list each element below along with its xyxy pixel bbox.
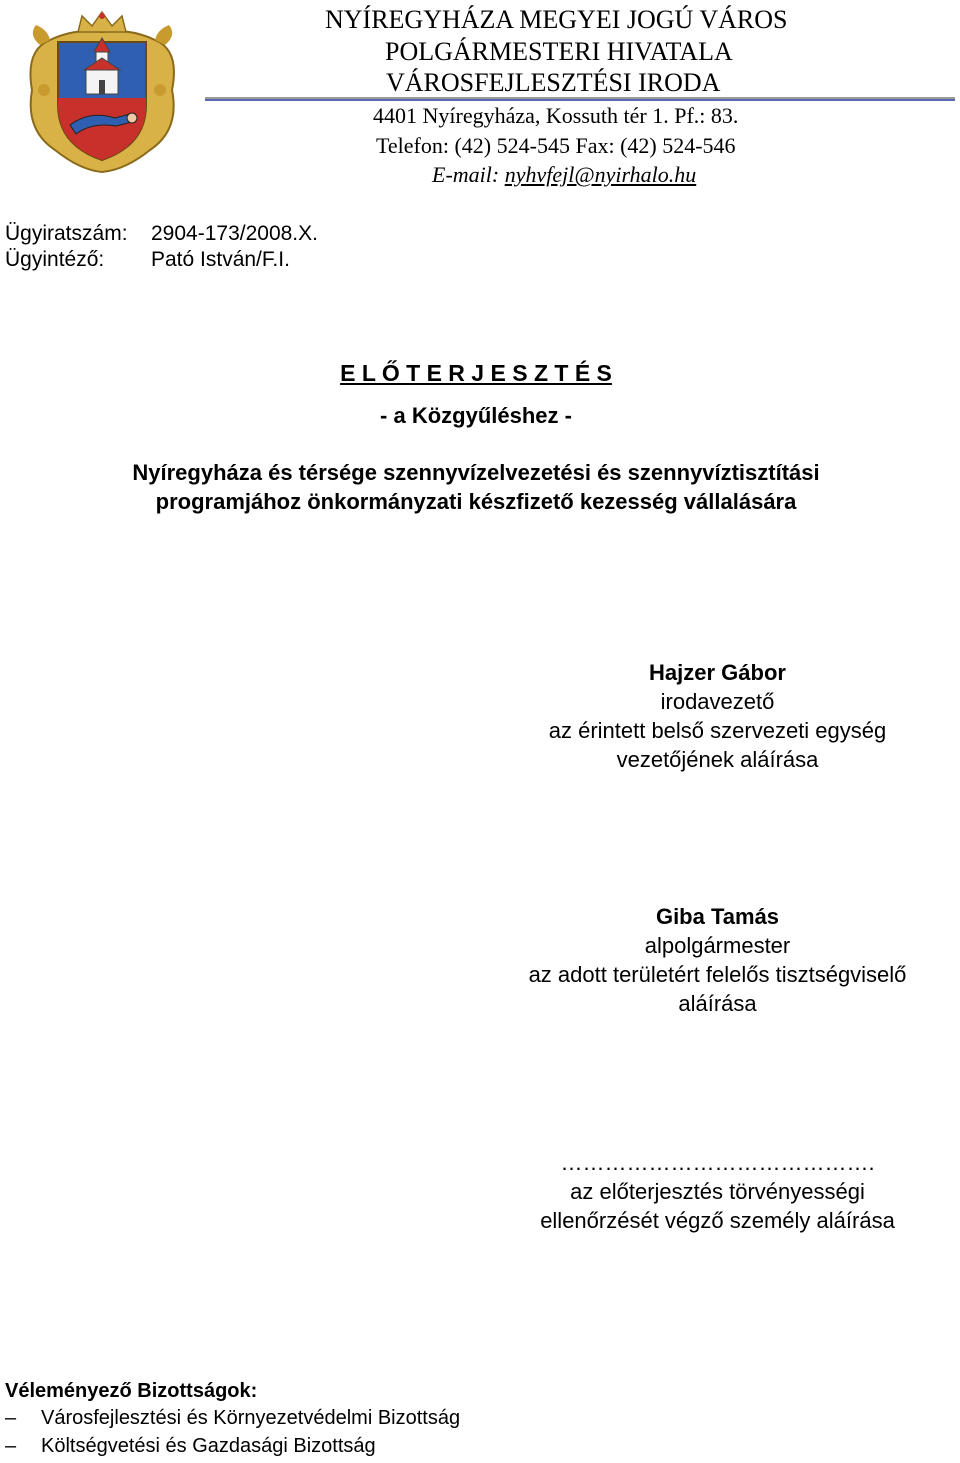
signature-caption-line1: az adott területért felelős tisztségviselő	[528, 962, 907, 987]
heading-text: E L Ő T E R J E S Z T É S	[340, 360, 612, 386]
signature-block-2	[470, 902, 960, 1018]
coat-of-arms-logo	[20, 10, 185, 175]
signature-caption-line2: ellenőrzését végző személy aláírása	[540, 1208, 895, 1233]
committees-heading: Véleményező Bizottságok:	[5, 1380, 258, 1402]
signature-role: irodavezető	[660, 689, 775, 714]
signature-block-1	[470, 658, 960, 774]
subject-line1: Nyíregyháza és térsége szennyvízelvezetési és szennyvíztisztítási	[132, 460, 820, 485]
committee-item	[5, 1433, 376, 1459]
committee-name: Költségvetési és Gazdasági Bizottság	[41, 1435, 376, 1457]
signature-role: alpolgármester	[644, 933, 791, 958]
org-name-line2: POLGÁRMESTERI HIVATALA	[385, 37, 733, 66]
address-line: 4401 Nyíregyháza, Kossuth tér 1. Pf.: 83.	[373, 103, 739, 128]
signature-name: Giba Tamás	[655, 904, 780, 929]
signature-caption-line1: az érintett belső szervezeti egység	[548, 718, 887, 743]
subject-line2: programjához önkormányzati készfizető kezesség vállalására	[155, 489, 797, 514]
signature-block-3	[470, 1148, 960, 1235]
document-heading	[0, 359, 952, 387]
signature-name: Hajzer Gábor	[649, 660, 786, 685]
case-number-label: Ügyiratszám:	[5, 222, 128, 245]
case-number-value: 2904-173/2008.X.	[151, 222, 318, 245]
email-label: E-mail:	[432, 162, 505, 187]
org-name-line1: NYÍREGYHÁZA MEGYEI JOGÚ VÁROS	[325, 5, 788, 34]
email-link[interactable]: nyhvfejl@nyirhalo.hu	[504, 162, 697, 187]
case-handler-value: Pató István/F.I.	[151, 248, 290, 271]
committee-item	[5, 1405, 460, 1431]
signature-caption-line2: vezetőjének aláírása	[616, 747, 819, 772]
addressee: - a Közgyűléshez -	[380, 403, 572, 428]
signature-dots: …………………………………….	[560, 1150, 875, 1175]
signature-caption-line1: az előterjesztés törvényességi	[570, 1179, 865, 1204]
phone-fax-line: Telefon: (42) 524-545 Fax: (42) 524-546	[376, 133, 736, 158]
dash-bullet-icon: –	[5, 1435, 17, 1457]
signature-caption-line2: aláírása	[678, 991, 757, 1016]
dash-bullet-icon: –	[5, 1407, 17, 1429]
org-name-line3: VÁROSFEJLESZTÉSI IRODA	[386, 68, 721, 97]
case-handler-label: Ügyintéző:	[5, 248, 105, 271]
email-line	[432, 160, 696, 189]
committee-name: Városfejlesztési és Környezetvédelmi Bizottság	[41, 1407, 461, 1429]
